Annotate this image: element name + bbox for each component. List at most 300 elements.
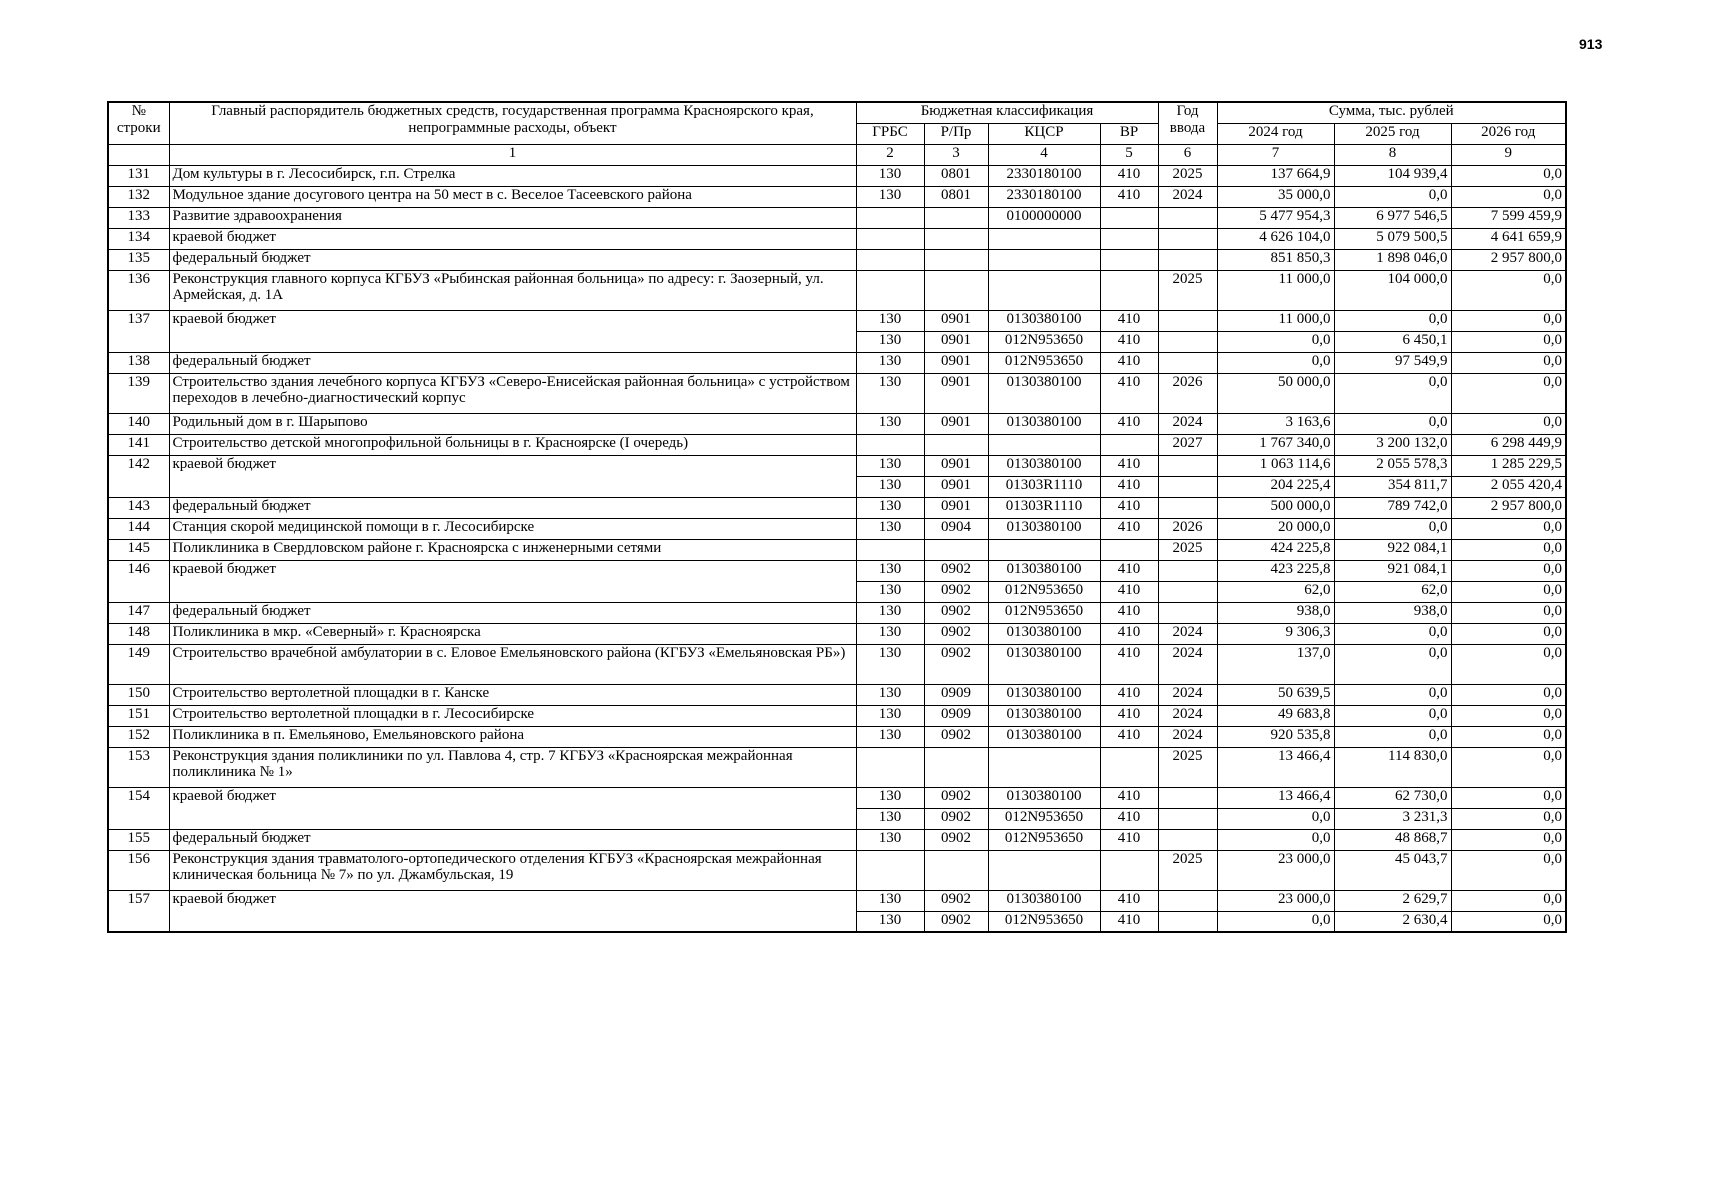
cell-kcsr: 01303R1110 <box>988 476 1100 497</box>
cell-sum-2025: 938,0 <box>1334 602 1451 623</box>
cell-rpr: 0901 <box>924 310 988 331</box>
cell-vr: 410 <box>1100 787 1158 808</box>
cell-object-name: Модульное здание досугового центра на 50 мест в с. Веселое Тасеевского района <box>169 186 856 207</box>
cell-year <box>1158 602 1217 623</box>
cell-sum-2025: 6 977 546,5 <box>1334 207 1451 228</box>
cell-kcsr: 2330180100 <box>988 165 1100 186</box>
cell-rpr: 0902 <box>924 787 988 808</box>
table-row <box>108 539 1566 560</box>
cell-year <box>1158 249 1217 270</box>
cell-rpr <box>924 539 988 560</box>
cell-sum-2025: 354 811,7 <box>1334 476 1451 497</box>
cell-kcsr <box>988 228 1100 249</box>
cell-object-name: краевой бюджет <box>169 228 856 249</box>
cell-kcsr: 0130380100 <box>988 455 1100 476</box>
cell-sum-2024: 13 466,4 <box>1217 747 1334 787</box>
cell-sum-2025: 0,0 <box>1334 518 1451 539</box>
table-row <box>108 249 1566 270</box>
header-col-number <box>108 144 169 165</box>
cell-grbs: 130 <box>856 644 924 684</box>
table-row <box>108 455 1566 476</box>
cell-kcsr: 01303R1110 <box>988 497 1100 518</box>
cell-sum-2024: 11 000,0 <box>1217 310 1334 331</box>
header-col-number: 3 <box>924 144 988 165</box>
cell-year <box>1158 497 1217 518</box>
cell-vr: 410 <box>1100 518 1158 539</box>
cell-sum-2024: 11 000,0 <box>1217 270 1334 310</box>
cell-sum-2026: 0,0 <box>1451 539 1566 560</box>
table-row <box>108 165 1566 186</box>
cell-sum-2024: 1 063 114,6 <box>1217 455 1334 476</box>
cell-row-number: 137 <box>108 310 169 352</box>
cell-row-number: 136 <box>108 270 169 310</box>
table-row <box>108 623 1566 644</box>
cell-sum-2026: 0,0 <box>1451 829 1566 850</box>
cell-grbs: 130 <box>856 165 924 186</box>
cell-grbs: 130 <box>856 602 924 623</box>
cell-sum-2026: 0,0 <box>1451 310 1566 331</box>
cell-vr <box>1100 747 1158 787</box>
cell-rpr: 0904 <box>924 518 988 539</box>
cell-grbs: 130 <box>856 186 924 207</box>
cell-sum-2024: 9 306,3 <box>1217 623 1334 644</box>
header-rpr: Р/Пр <box>924 123 988 144</box>
cell-vr: 410 <box>1100 602 1158 623</box>
table-row <box>108 602 1566 623</box>
cell-sum-2024: 0,0 <box>1217 331 1334 352</box>
cell-sum-2025: 0,0 <box>1334 310 1451 331</box>
cell-vr: 410 <box>1100 581 1158 602</box>
cell-vr: 410 <box>1100 808 1158 829</box>
cell-sum-2026: 6 298 449,9 <box>1451 434 1566 455</box>
cell-year <box>1158 560 1217 581</box>
cell-row-number: 140 <box>108 413 169 434</box>
cell-sum-2024: 23 000,0 <box>1217 890 1334 911</box>
cell-rpr <box>924 270 988 310</box>
cell-object-name: федеральный бюджет <box>169 352 856 373</box>
cell-sum-2026: 4 641 659,9 <box>1451 228 1566 249</box>
cell-grbs: 130 <box>856 518 924 539</box>
cell-kcsr: 0130380100 <box>988 726 1100 747</box>
cell-vr: 410 <box>1100 911 1158 932</box>
cell-kcsr <box>988 434 1100 455</box>
table-row <box>108 434 1566 455</box>
header-2026: 2026 год <box>1451 123 1566 144</box>
cell-rpr <box>924 207 988 228</box>
header-col-number: 8 <box>1334 144 1451 165</box>
cell-sum-2026: 0,0 <box>1451 560 1566 581</box>
cell-year: 2024 <box>1158 413 1217 434</box>
cell-object-name: федеральный бюджет <box>169 497 856 518</box>
cell-year: 2024 <box>1158 705 1217 726</box>
cell-year: 2026 <box>1158 518 1217 539</box>
cell-rpr: 0902 <box>924 644 988 684</box>
cell-sum-2025: 62 730,0 <box>1334 787 1451 808</box>
cell-vr: 410 <box>1100 331 1158 352</box>
cell-rpr: 0902 <box>924 911 988 932</box>
cell-grbs: 130 <box>856 829 924 850</box>
cell-sum-2024: 49 683,8 <box>1217 705 1334 726</box>
cell-sum-2026: 0,0 <box>1451 165 1566 186</box>
cell-grbs: 130 <box>856 373 924 413</box>
cell-rpr: 0909 <box>924 684 988 705</box>
cell-object-name: краевой бюджет <box>169 455 856 497</box>
header-col-number: 6 <box>1158 144 1217 165</box>
cell-kcsr: 0130380100 <box>988 890 1100 911</box>
cell-year: 2024 <box>1158 623 1217 644</box>
cell-vr <box>1100 539 1158 560</box>
cell-sum-2024: 62,0 <box>1217 581 1334 602</box>
header-col-number: 9 <box>1451 144 1566 165</box>
cell-object-name: краевой бюджет <box>169 890 856 932</box>
cell-kcsr: 0130380100 <box>988 413 1100 434</box>
cell-row-number: 141 <box>108 434 169 455</box>
cell-sum-2026: 0,0 <box>1451 413 1566 434</box>
cell-object-name: Реконструкция здания поликлиники по ул. Павлова 4, стр. 7 КГБУЗ «Красноярская межрайонная поликлиника № 1» <box>169 747 856 787</box>
cell-kcsr <box>988 249 1100 270</box>
cell-sum-2026: 0,0 <box>1451 726 1566 747</box>
cell-sum-2025: 97 549,9 <box>1334 352 1451 373</box>
cell-sum-2026: 0,0 <box>1451 518 1566 539</box>
cell-rpr: 0902 <box>924 808 988 829</box>
cell-sum-2026: 0,0 <box>1451 373 1566 413</box>
cell-row-number: 151 <box>108 705 169 726</box>
cell-grbs <box>856 270 924 310</box>
cell-rpr: 0902 <box>924 890 988 911</box>
cell-object-name: краевой бюджет <box>169 560 856 602</box>
cell-sum-2025: 922 084,1 <box>1334 539 1451 560</box>
cell-grbs <box>856 207 924 228</box>
cell-object-name: федеральный бюджет <box>169 602 856 623</box>
cell-row-number: 147 <box>108 602 169 623</box>
cell-vr: 410 <box>1100 644 1158 684</box>
cell-sum-2025: 0,0 <box>1334 373 1451 413</box>
cell-vr: 410 <box>1100 684 1158 705</box>
cell-vr: 410 <box>1100 890 1158 911</box>
header-col-number: 1 <box>169 144 856 165</box>
cell-grbs: 130 <box>856 455 924 476</box>
cell-rpr <box>924 850 988 890</box>
cell-object-name: Станция скорой медицинской помощи в г. Лесосибирске <box>169 518 856 539</box>
cell-row-number: 143 <box>108 497 169 518</box>
cell-year <box>1158 829 1217 850</box>
cell-kcsr: 012N953650 <box>988 829 1100 850</box>
header-budget-classification: Бюджетная классификация <box>856 102 1158 123</box>
cell-sum-2025: 62,0 <box>1334 581 1451 602</box>
cell-sum-2024: 50 639,5 <box>1217 684 1334 705</box>
table-row <box>108 413 1566 434</box>
cell-grbs <box>856 249 924 270</box>
cell-sum-2025: 0,0 <box>1334 623 1451 644</box>
cell-year: 2024 <box>1158 726 1217 747</box>
cell-kcsr: 0130380100 <box>988 623 1100 644</box>
cell-kcsr: 012N953650 <box>988 808 1100 829</box>
cell-sum-2026: 7 599 459,9 <box>1451 207 1566 228</box>
table-row <box>108 829 1566 850</box>
header-sum: Сумма, тыс. рублей <box>1217 102 1566 123</box>
header-year-input: Год ввода <box>1158 102 1217 144</box>
cell-year <box>1158 911 1217 932</box>
cell-row-number: 150 <box>108 684 169 705</box>
cell-year <box>1158 310 1217 331</box>
table-row <box>108 850 1566 890</box>
cell-rpr: 0902 <box>924 829 988 850</box>
table-row <box>108 684 1566 705</box>
cell-sum-2026: 0,0 <box>1451 850 1566 890</box>
cell-rpr: 0801 <box>924 186 988 207</box>
header-kcsr: КЦСР <box>988 123 1100 144</box>
cell-vr: 410 <box>1100 165 1158 186</box>
cell-year: 2024 <box>1158 186 1217 207</box>
budget-table <box>107 101 1567 933</box>
cell-year: 2027 <box>1158 434 1217 455</box>
cell-grbs <box>856 747 924 787</box>
cell-rpr: 0902 <box>924 581 988 602</box>
cell-rpr: 0901 <box>924 455 988 476</box>
cell-row-number: 132 <box>108 186 169 207</box>
cell-sum-2024: 851 850,3 <box>1217 249 1334 270</box>
cell-sum-2026: 0,0 <box>1451 186 1566 207</box>
cell-sum-2026: 0,0 <box>1451 747 1566 787</box>
cell-year: 2025 <box>1158 747 1217 787</box>
cell-kcsr <box>988 850 1100 890</box>
cell-vr <box>1100 228 1158 249</box>
cell-grbs: 130 <box>856 890 924 911</box>
cell-grbs: 130 <box>856 413 924 434</box>
cell-sum-2024: 920 535,8 <box>1217 726 1334 747</box>
cell-year <box>1158 808 1217 829</box>
cell-year: 2025 <box>1158 165 1217 186</box>
cell-kcsr: 0130380100 <box>988 787 1100 808</box>
cell-rpr <box>924 434 988 455</box>
header-2025: 2025 год <box>1334 123 1451 144</box>
cell-object-name: Поликлиника в Свердловском районе г. Красноярска с инженерными сетями <box>169 539 856 560</box>
cell-sum-2026: 0,0 <box>1451 352 1566 373</box>
cell-row-number: 134 <box>108 228 169 249</box>
cell-row-number: 138 <box>108 352 169 373</box>
cell-grbs <box>856 850 924 890</box>
cell-row-number: 157 <box>108 890 169 932</box>
cell-year <box>1158 352 1217 373</box>
header-2024: 2024 год <box>1217 123 1334 144</box>
cell-kcsr <box>988 539 1100 560</box>
cell-sum-2026: 2 957 800,0 <box>1451 497 1566 518</box>
cell-rpr: 0901 <box>924 497 988 518</box>
cell-kcsr <box>988 747 1100 787</box>
cell-object-name: Поликлиника в мкр. «Северный» г. Красноярска <box>169 623 856 644</box>
cell-sum-2026: 0,0 <box>1451 911 1566 932</box>
cell-row-number: 153 <box>108 747 169 787</box>
cell-object-name: Строительство вертолетной площадки в г. Лесосибирске <box>169 705 856 726</box>
cell-sum-2024: 23 000,0 <box>1217 850 1334 890</box>
cell-sum-2024: 938,0 <box>1217 602 1334 623</box>
cell-row-number: 142 <box>108 455 169 497</box>
cell-kcsr: 0130380100 <box>988 705 1100 726</box>
cell-sum-2026: 0,0 <box>1451 623 1566 644</box>
cell-grbs: 130 <box>856 787 924 808</box>
cell-sum-2025: 114 830,0 <box>1334 747 1451 787</box>
table-row <box>108 497 1566 518</box>
cell-kcsr: 012N953650 <box>988 581 1100 602</box>
page-number: 913 <box>1579 36 1603 52</box>
cell-year <box>1158 331 1217 352</box>
cell-kcsr: 012N953650 <box>988 331 1100 352</box>
cell-grbs: 130 <box>856 684 924 705</box>
cell-grbs: 130 <box>856 726 924 747</box>
cell-sum-2026: 0,0 <box>1451 602 1566 623</box>
cell-vr: 410 <box>1100 413 1158 434</box>
cell-year: 2025 <box>1158 539 1217 560</box>
header-grbs: ГРБС <box>856 123 924 144</box>
cell-sum-2024: 5 477 954,3 <box>1217 207 1334 228</box>
cell-kcsr: 0100000000 <box>988 207 1100 228</box>
cell-year <box>1158 455 1217 476</box>
cell-grbs: 130 <box>856 911 924 932</box>
cell-grbs: 130 <box>856 331 924 352</box>
cell-sum-2025: 789 742,0 <box>1334 497 1451 518</box>
table-row <box>108 270 1566 310</box>
cell-rpr: 0902 <box>924 602 988 623</box>
cell-grbs: 130 <box>856 497 924 518</box>
cell-vr <box>1100 434 1158 455</box>
cell-row-number: 152 <box>108 726 169 747</box>
cell-rpr: 0901 <box>924 413 988 434</box>
header-row-number: № строки <box>108 102 169 144</box>
cell-sum-2025: 0,0 <box>1334 644 1451 684</box>
cell-year: 2024 <box>1158 644 1217 684</box>
header-vr: ВР <box>1100 123 1158 144</box>
cell-year: 2024 <box>1158 684 1217 705</box>
cell-vr: 410 <box>1100 373 1158 413</box>
cell-rpr: 0801 <box>924 165 988 186</box>
cell-year <box>1158 787 1217 808</box>
cell-rpr <box>924 747 988 787</box>
cell-grbs <box>856 228 924 249</box>
header-col-number: 7 <box>1217 144 1334 165</box>
header-main-title: Главный распорядитель бюджетных средств, государственная программа Красноярского края, непрограммные расходы, объект <box>169 102 856 144</box>
table-row <box>108 644 1566 684</box>
cell-vr <box>1100 850 1158 890</box>
table-row <box>108 560 1566 581</box>
cell-grbs: 130 <box>856 623 924 644</box>
cell-sum-2026: 0,0 <box>1451 581 1566 602</box>
cell-sum-2024: 424 225,8 <box>1217 539 1334 560</box>
cell-row-number: 149 <box>108 644 169 684</box>
cell-vr: 410 <box>1100 352 1158 373</box>
cell-sum-2025: 0,0 <box>1334 186 1451 207</box>
cell-grbs: 130 <box>856 310 924 331</box>
cell-sum-2025: 6 450,1 <box>1334 331 1451 352</box>
cell-rpr <box>924 249 988 270</box>
cell-rpr <box>924 228 988 249</box>
cell-year: 2025 <box>1158 270 1217 310</box>
cell-kcsr: 0130380100 <box>988 560 1100 581</box>
cell-sum-2024: 50 000,0 <box>1217 373 1334 413</box>
cell-vr: 410 <box>1100 623 1158 644</box>
cell-vr: 410 <box>1100 186 1158 207</box>
cell-vr: 410 <box>1100 476 1158 497</box>
cell-vr <box>1100 270 1158 310</box>
cell-object-name: Строительство врачебной амбулатории в с. Еловое Емельяновского района (КГБУЗ «Емельяновская РБ») <box>169 644 856 684</box>
cell-sum-2024: 0,0 <box>1217 352 1334 373</box>
cell-sum-2025: 3 231,3 <box>1334 808 1451 829</box>
cell-row-number: 131 <box>108 165 169 186</box>
table-row <box>108 352 1566 373</box>
cell-kcsr: 0130380100 <box>988 518 1100 539</box>
header-col-number: 2 <box>856 144 924 165</box>
cell-sum-2025: 921 084,1 <box>1334 560 1451 581</box>
cell-kcsr: 0130380100 <box>988 684 1100 705</box>
cell-object-name: Строительство детской многопрофильной больницы в г. Красноярске (I очередь) <box>169 434 856 455</box>
cell-row-number: 139 <box>108 373 169 413</box>
cell-sum-2025: 1 898 046,0 <box>1334 249 1451 270</box>
cell-sum-2026: 2 957 800,0 <box>1451 249 1566 270</box>
table-row <box>108 207 1566 228</box>
cell-sum-2026: 0,0 <box>1451 787 1566 808</box>
cell-sum-2025: 2 630,4 <box>1334 911 1451 932</box>
cell-sum-2024: 137 664,9 <box>1217 165 1334 186</box>
cell-row-number: 144 <box>108 518 169 539</box>
cell-sum-2024: 0,0 <box>1217 808 1334 829</box>
cell-sum-2025: 104 939,4 <box>1334 165 1451 186</box>
cell-row-number: 146 <box>108 560 169 602</box>
cell-object-name: Реконструкция главного корпуса КГБУЗ «Рыбинская районная больница» по адресу: г. Заозерный, ул. Армейская, д. 1А <box>169 270 856 310</box>
table-row <box>108 518 1566 539</box>
cell-sum-2024: 4 626 104,0 <box>1217 228 1334 249</box>
cell-object-name: федеральный бюджет <box>169 249 856 270</box>
cell-sum-2025: 0,0 <box>1334 705 1451 726</box>
cell-kcsr: 012N953650 <box>988 911 1100 932</box>
cell-sum-2025: 2 629,7 <box>1334 890 1451 911</box>
header-col-number: 5 <box>1100 144 1158 165</box>
table-row <box>108 705 1566 726</box>
cell-sum-2024: 500 000,0 <box>1217 497 1334 518</box>
cell-sum-2024: 0,0 <box>1217 829 1334 850</box>
cell-row-number: 155 <box>108 829 169 850</box>
cell-sum-2024: 1 767 340,0 <box>1217 434 1334 455</box>
cell-sum-2024: 20 000,0 <box>1217 518 1334 539</box>
cell-sum-2026: 0,0 <box>1451 684 1566 705</box>
cell-year <box>1158 581 1217 602</box>
cell-sum-2024: 204 225,4 <box>1217 476 1334 497</box>
cell-row-number: 156 <box>108 850 169 890</box>
cell-grbs: 130 <box>856 352 924 373</box>
cell-sum-2026: 0,0 <box>1451 270 1566 310</box>
cell-sum-2026: 0,0 <box>1451 644 1566 684</box>
cell-sum-2025: 0,0 <box>1334 413 1451 434</box>
cell-sum-2025: 0,0 <box>1334 726 1451 747</box>
cell-sum-2024: 423 225,8 <box>1217 560 1334 581</box>
cell-grbs: 130 <box>856 705 924 726</box>
table-row <box>108 373 1566 413</box>
cell-rpr: 0902 <box>924 560 988 581</box>
cell-row-number: 148 <box>108 623 169 644</box>
cell-sum-2024: 13 466,4 <box>1217 787 1334 808</box>
cell-row-number: 145 <box>108 539 169 560</box>
cell-rpr: 0909 <box>924 705 988 726</box>
cell-object-name: Дом культуры в г. Лесосибирск, г.п. Стрелка <box>169 165 856 186</box>
cell-year <box>1158 890 1217 911</box>
cell-grbs: 130 <box>856 560 924 581</box>
cell-sum-2025: 45 043,7 <box>1334 850 1451 890</box>
cell-rpr: 0901 <box>924 476 988 497</box>
cell-sum-2025: 2 055 578,3 <box>1334 455 1451 476</box>
cell-rpr: 0901 <box>924 352 988 373</box>
cell-sum-2026: 0,0 <box>1451 331 1566 352</box>
cell-sum-2025: 5 079 500,5 <box>1334 228 1451 249</box>
cell-rpr: 0901 <box>924 373 988 413</box>
cell-vr <box>1100 207 1158 228</box>
